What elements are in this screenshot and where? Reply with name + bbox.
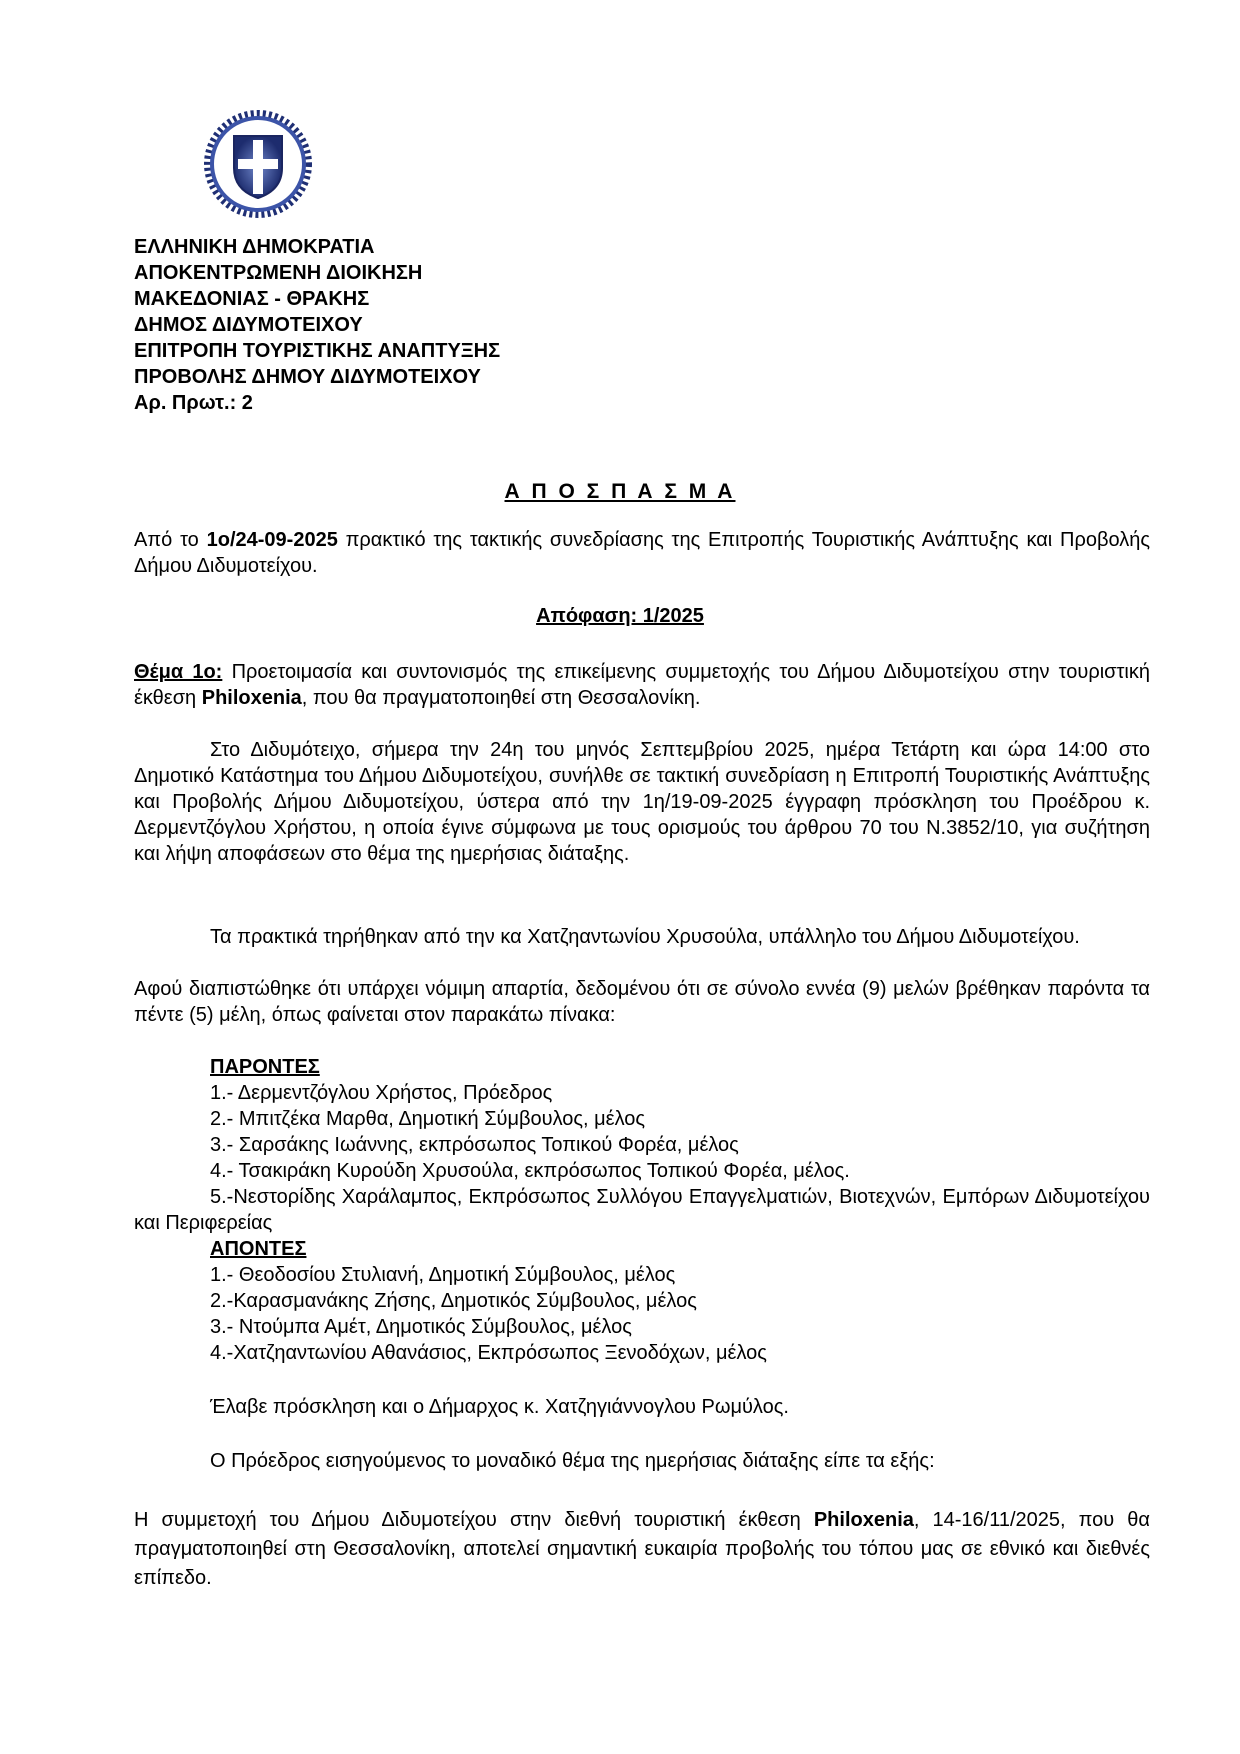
- emblem-graphic: [204, 110, 312, 218]
- header-line: ΔΗΜΟΣ ΔΙΔΥΜΟΤΕΙΧΟΥ: [134, 314, 363, 336]
- participation-paragraph: [134, 1506, 1150, 1593]
- absent-heading: ΑΠΟΝΤΕΣ: [210, 1238, 307, 1260]
- subject-label: Θέμα 1ο:: [134, 661, 223, 683]
- present-heading: ΠΑΡΟΝΤΕΣ: [210, 1056, 320, 1078]
- list-item: 3.- Σαρσάκης Ιωάννης, εκπρόσωπος Τοπικού Φορέα, μέλος: [210, 1134, 739, 1156]
- members-list: [134, 1054, 1150, 1366]
- list-item: 1.- Δερμεντζόγλου Χρήστος, Πρόεδρος: [210, 1082, 553, 1104]
- list-item: 1.- Θεοδοσίου Στυλιανή, Δημοτική Σύμβουλος, μέλος: [210, 1264, 676, 1286]
- minutes-reference: 1ο/24-09-2025: [206, 529, 338, 551]
- header-line: ΕΛΛΗΝΙΚΗ ΔΗΜΟΚΡΑΤΙΑ: [134, 236, 375, 258]
- paragraph-text: Η συμμετοχή του Δήμου Διδυμοτείχου στην διεθνή τουριστική έκθεση: [134, 1509, 814, 1531]
- intro-text: πρακτικό της τακτικής συνεδρίασης της Επιτροπής Τουριστικής Ανάπτυξης και Προβολής Δήμου Διδυμοτείχου.: [134, 529, 1150, 577]
- paragraph-text: , 14-16/11/2025, που θα πραγματοποιηθεί στη Θεσσαλονίκη, αποτελεί σημαντική ευκαιρία προβολής του τόπου μας σε εθνικό και διεθνές επίπεδο.: [134, 1509, 1150, 1589]
- minutes-keeper-paragraph: Τα πρακτικά τηρήθηκαν από την κα Χατζηαντωνίου Χρυσούλα, υπάλληλο του Δήμου Διδυμοτείχου.: [210, 926, 1080, 948]
- list-item: 4.-Χατζηαντωνίου Αθανάσιος, Εκπρόσωπος Ξενοδόχων, μέλος: [210, 1342, 767, 1364]
- list-item: 3.- Ντούμπα Αμέτ, Δημοτικός Σύμβουλος, μέλος: [210, 1316, 632, 1338]
- list-item: 2.- Μπιτζέκα Μαρθα, Δημοτική Σύμβουλος, μέλος: [210, 1108, 646, 1130]
- subject-paragraph: [134, 659, 1150, 711]
- exhibition-name: Philoxenia: [813, 1509, 914, 1531]
- list-item: 2.-Καρασμανάκης Ζήσης, Δημοτικός Σύμβουλος, μέλος: [210, 1290, 697, 1312]
- subject-text: , που θα πραγματοποιηθεί στη Θεσσαλονίκη.: [301, 687, 701, 709]
- header-line: ΜΑΚΕΔΟΝΙΑΣ - ΘΡΑΚΗΣ: [134, 288, 370, 310]
- mayor-invitation: Έλαβε πρόσκληση και ο Δήμαρχος κ. Χατζηγιάννογλου Ρωμύλος.: [210, 1396, 789, 1418]
- subject-bold: Philoxenia: [201, 687, 302, 709]
- header-line: ΠΡΟΒΟΛΗΣ ΔΗΜΟΥ ΔΙΔΥΜΟΤΕΙΧΟΥ: [134, 366, 481, 388]
- header-line: ΕΠΙΤΡΟΠΗ ΤΟΥΡΙΣΤΙΚΗΣ ΑΝΑΠΤΥΞΗΣ: [134, 340, 501, 362]
- meeting-paragraph: Στο Διδυμότειχο, σήμερα την 24η του μηνός Σεπτεμβρίου 2025, ημέρα Τετάρτη και ώρα 14:00 στο Δημοτικό Κατάστημα του Δήμου Διδυμοτείχου, συνήλθε σε τακτική συνεδρίαση η Επιτροπή Τουριστικής Ανάπτυξης και Προβολής Δήμου Διδυμοτείχου, ύστερα από την 1η/19-09-2025 έγγραφη πρόσκληση του Προέδρου κ. Δερμεντζόγλου Χρήστου, η οποία έγινε σύμφωνα με τους ορισμούς του άρθρου 70 του Ν.3852/10, για συζήτηση και λήψη αποφάσεων στο θέμα της ημερήσιας διάταξης.: [134, 739, 1150, 865]
- decision-number: Απόφαση: 1/2025: [536, 605, 704, 627]
- intro-text: Από το: [134, 529, 207, 551]
- document-title: Α Π Ο Σ Π Α Σ Μ Α: [504, 480, 736, 503]
- subject-text: Προετοιμασία και συντονισμός της επικείμενης συμμετοχής του Δήμου Διδυμοτείχου στην τουριστική έκθεση: [134, 661, 1150, 709]
- list-item: 4.- Τσακιράκη Κυρούδη Χρυσούλα, εκπρόσωπος Τοπικού Φορέα, μέλος.: [210, 1160, 850, 1182]
- issuer-header: [134, 234, 500, 416]
- quorum-paragraph: Αφού διαπιστώθηκε ότι υπάρχει νόμιμη απαρτία, δεδομένου ότι σε σύνολο εννέα (9) μελών βρέθηκαν παρόντα τα πέντε (5) μέλη, όπως φαίνεται στον παρακάτω πίνακα:: [134, 978, 1150, 1026]
- chairman-statement: Ο Πρόεδρος εισηγούμενος το μοναδικό θέμα της ημερήσιας διάταξης είπε τα εξής:: [210, 1450, 935, 1472]
- intro-paragraph: [134, 527, 1150, 579]
- greek-coat-of-arms-icon: [204, 110, 312, 218]
- protocol-number: Αρ. Πρωτ.: 2: [134, 392, 253, 414]
- list-item: 5.-Νεστορίδης Χαράλαμπος, Εκπρόσωπος Συλλόγου Επαγγελματιών, Βιοτεχνών, Εμπόρων Διδυμοτείχου και Περιφερείας: [134, 1186, 1150, 1234]
- header-line: ΑΠΟΚΕΝΤΡΩΜΕΝΗ ΔΙΟΙΚΗΣΗ: [134, 262, 423, 284]
